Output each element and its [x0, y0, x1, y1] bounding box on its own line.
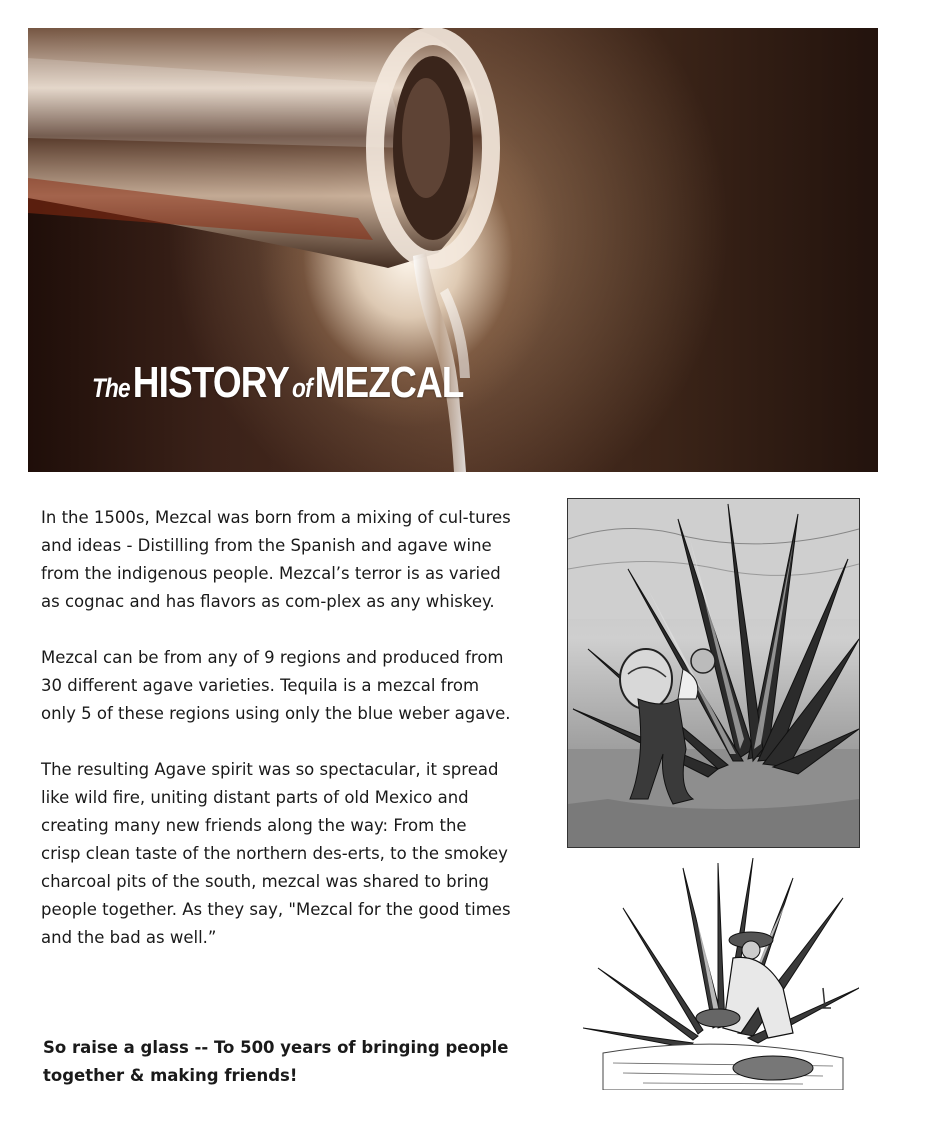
- paragraph-origins: In the 1500s, Mezcal was born from a mixing of cul-tures and ideas - Distilling from the Spanish and agave wine from the indigenous people. Mezcal’s terror is as varied as cognac and has flavors as com-plex as any whiskey.: [41, 508, 511, 611]
- page-title: [92, 358, 464, 408]
- agave-tapper-engraving: [583, 858, 859, 1090]
- article-body: [41, 504, 511, 980]
- title-word-history: HISTORY: [132, 358, 290, 407]
- title-word-the: The: [92, 373, 130, 403]
- title-word-mezcal: MEZCAL: [314, 358, 464, 407]
- hero-banner: [28, 28, 878, 472]
- paragraph-regions: Mezcal can be from any of 9 regions and produced from 30 different agave varieties. Tequila is a mezcal from only 5 of these regions using only the blue weber agave.: [41, 648, 511, 723]
- title-word-of: of: [291, 373, 312, 403]
- agave-harvester-engraving: [567, 498, 860, 848]
- closing-statement: So raise a glass -- To 500 years of bringing people together & making friends!: [43, 1038, 509, 1085]
- paragraph-spread: The resulting Agave spirit was so spectacular, it spread like wild fire, uniting distant parts of old Mexico and creating many new friends along the way: From the crisp clean taste of the northern des-erts, to the smokey charcoal pits of the south, mezcal was shared to bring people together. As they say, "Mezcal for the good times and the bad as well.”: [41, 760, 511, 947]
